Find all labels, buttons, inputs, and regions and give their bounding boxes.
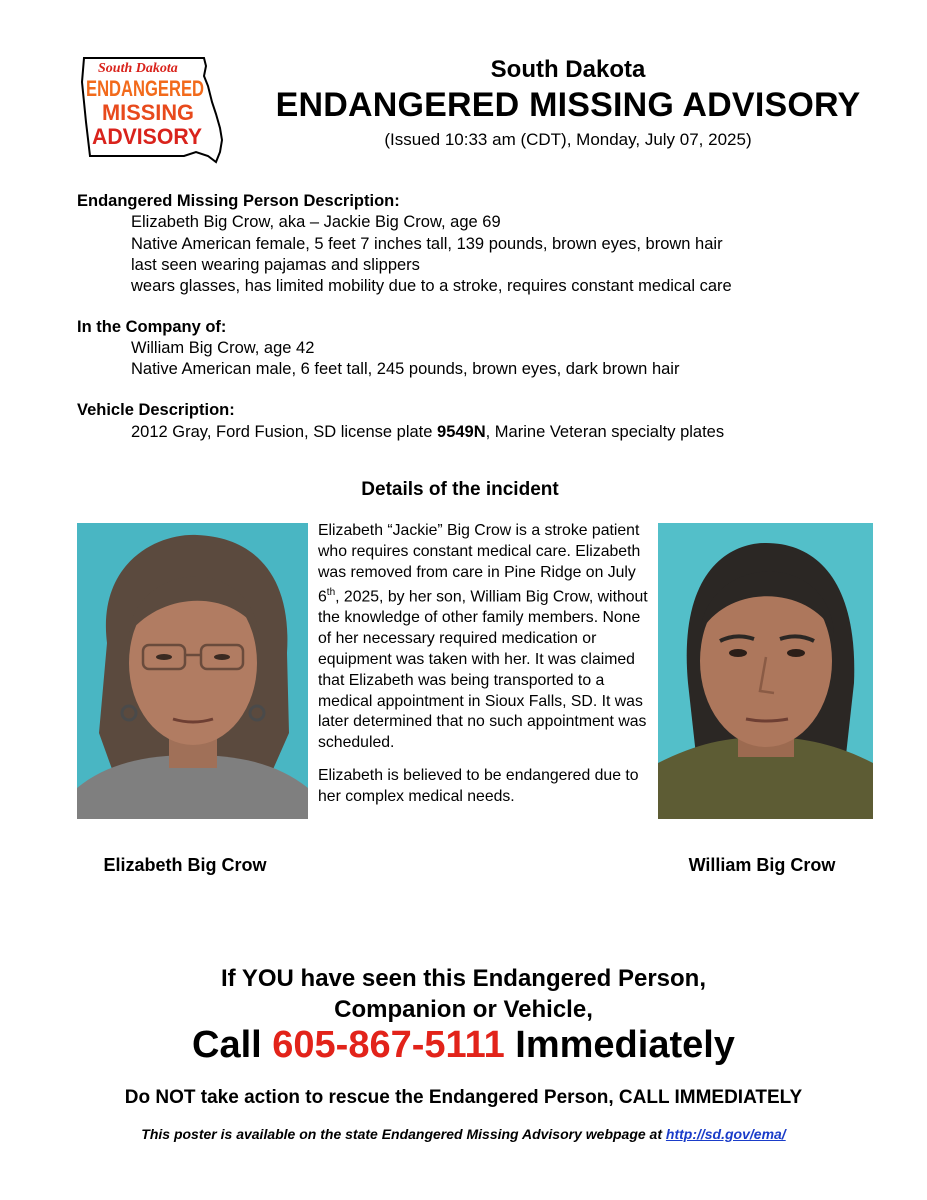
call-suffix: Immediately [504,1024,735,1066]
footer-note [60,1126,867,1142]
phone-number: 605-867-5111 [272,1024,505,1066]
cta-line-2: Companion or Vehicle, [334,996,593,1023]
person-description-line: Native American female, 5 feet 7 inches tall, 139 pounds, brown eyes, brown hair [131,235,723,253]
advisory-logo [76,52,228,164]
incident-text: , 2025, by her son, William Big Crow, without the knowledge of other family members. None of her necessary required medication or equipment was taken with her. It was claimed that Elizabeth was being transported to a medical appointment in Sioux Falls, SD. It was later determined that no such appointment was scheduled. [318,588,648,752]
companion-line: Native American male, 6 feet tall, 245 pounds, brown eyes, dark brown hair [131,360,680,378]
person-description-line: wears glasses, has limited mobility due to a stroke, requires constant medical care [131,277,732,295]
vehicle-description [131,423,724,442]
call-line [60,1024,867,1067]
advisory-title: ENDANGERED MISSING ADVISORY [275,86,861,124]
photo-elizabeth [77,523,308,819]
logo-line-missing: MISSING [102,100,194,125]
footer-text: This poster is available on the state Endangered Missing Advisory webpage at [141,1126,666,1142]
license-plate: 9549N [437,423,486,441]
issued-timestamp: (Issued 10:33 am (CDT), Monday, July 07, 2025) [384,130,752,149]
caption-elizabeth: Elizabeth Big Crow [103,855,267,875]
logo-line-endangered: ENDANGERED [86,76,204,101]
vehicle-suffix: , Marine Veteran specialty plates [485,423,725,441]
ordinal-suffix: th [326,587,336,599]
vehicle-heading: Vehicle Description: [77,401,235,419]
person-description-line: last seen wearing pajamas and slippers [131,256,420,274]
rescue-warning: Do NOT take action to rescue the Endangered Person, CALL IMMEDIATELY [124,1087,803,1108]
person-description-heading: Endangered Missing Person Description: [77,192,400,210]
person-description-line: Elizabeth Big Crow, aka – Jackie Big Crow, age 69 [131,213,501,231]
ema-webpage-link[interactable]: http://sd.gov/ema/ [665,1126,786,1142]
vehicle-prefix: 2012 Gray, Ford Fusion, SD license plate [131,423,438,441]
male-portrait-icon [658,523,873,819]
incident-narrative [318,521,650,820]
incident-heading: Details of the incident [361,479,559,500]
photo-william [658,523,873,819]
call-prefix: Call [192,1024,273,1066]
incident-text: Elizabeth “Jackie” Big Crow is a stroke patient who requires constant medical care. Elizabeth was removed from care in Pine Ridge on July 6 [318,522,641,606]
caption-william: William Big Crow [688,855,836,875]
incident-paragraph: Elizabeth is believed to be endangered due to her complex medical needs. [318,767,639,805]
logo-line-advisory: ADVISORY [92,124,203,149]
cta-line-1: If YOU have seen this Endangered Person, [220,965,707,992]
south-dakota-state-outline-icon [76,52,228,164]
state-title: South Dakota [490,56,646,83]
female-portrait-icon [77,523,308,819]
companion-line: William Big Crow, age 42 [131,339,315,357]
incident-paragraph [318,521,650,754]
companion-heading: In the Company of: [77,318,227,336]
logo-state-script: South Dakota [98,61,178,76]
